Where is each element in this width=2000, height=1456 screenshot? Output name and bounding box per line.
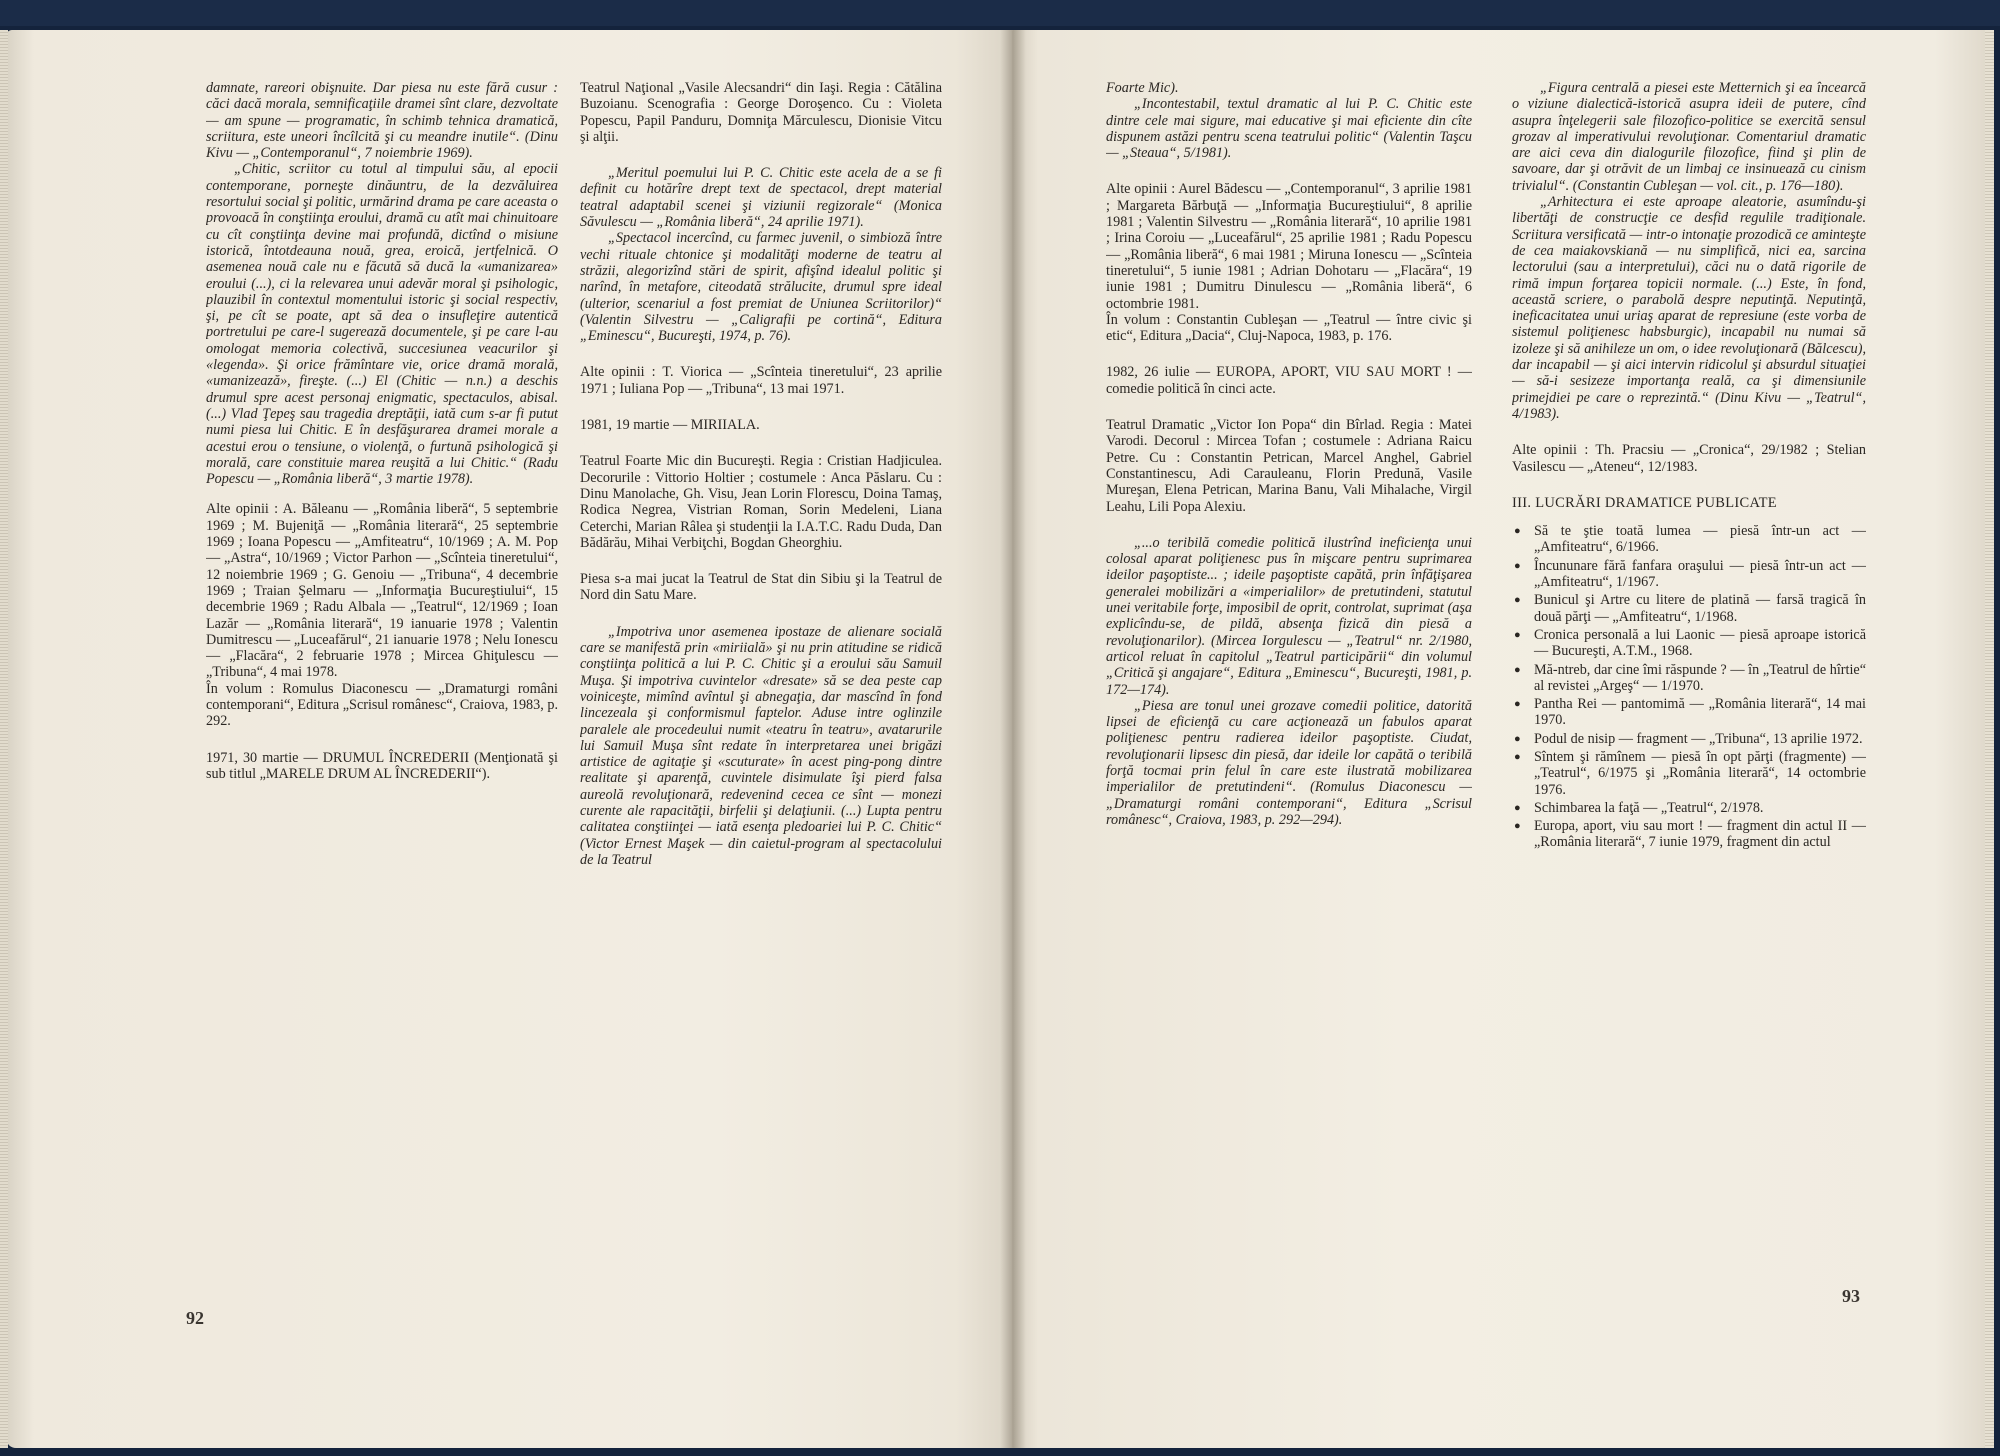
paragraph: Alte opinii : T. Viorica — „Scînteia tineretului“, 23 aprilie 1971 ; Iuliana Pop — „Tribuna“, 13 mai 1971. [580, 364, 942, 397]
left-page-edges [0, 30, 8, 1448]
left-page-column-1 [206, 80, 558, 1410]
list-item: ● Cronica personală a lui Laonic — piesă aproape istorică — Bucureşti, A.T.M., 1968. [1512, 627, 1866, 660]
paragraph: În volum : Constantin Cubleşan — „Teatrul — între civic şi etic“, Editura „Dacia“, Cluj-Napoca, 1983, p. 176. [1106, 311, 1472, 345]
paragraph: Alte opinii : Aurel Bădescu — „Contemporanul“, 3 aprilie 1981 ; Margareta Bărbuţă — „Informaţia Bucureştiului“, 8 aprilie 1981 ; Valentin Silvestru — „România literară“, 10 aprilie 1981 ; Irina Coroiu — „Luceafărul“, 25 aprilie 1981 ; Radu Popescu — „România liberă“, 6 mai 1981 ; Miruna Ionescu — „Scînteia tineretului“, 5 iunie 1981 ; Adrian Dohotaru — „Flacăra“, 19 iunie 1981 ; Dumitru Dinulescu — „România liberă“, 6 octombrie 1981. [1106, 181, 1472, 312]
paragraph: Piesa s-a mai jucat la Teatrul de Stat din Sibiu şi la Teatrul de Nord din Satu Mare. [580, 571, 942, 604]
list-item: ● Sîntem şi rămînem — piesă în opt părţi (fragmente) — „Teatrul“, 6/1975 şi „România literară“, 14 octombrie 1976. [1512, 749, 1866, 798]
left-page [6, 30, 1016, 1448]
paragraph: „Meritul poemului lui P. C. Chitic este acela de a se fi definit cu hotărîre drept text de spectacol, drept material teatral adaptabil scenei şi viziunii regizorale“ (Monica Săvulescu — „România liberă“, 24 aprilie 1971). [580, 165, 942, 231]
paragraph: „Impotriva unor asemenea ipostaze de alienare socială care se manifestă prin «miriială» şi nu prin atitudine se ridică conştiinţa politică a lui P. C. Chitic şi a eroului său Samuil Muşa. Şi impotriva cuvintelor «dresate» să se dea peste cap voiniceşte, mimînd avîntul şi abnegaţia, dar mascînd în fond lincezeala şi conformismul faptelor. Aduse intre oglinzile paralele ale procedeului numit «teatru în teatru», avatarurile lui Samuil Muşa sînt redate în interpretarea unei brigăzi artistice de agitaţie şi «scuturate» în acest ping-pong dintre realitate şi aparenţă, cuvintele disimulate îşi pierd falsa aureolă revoluţionară, redevenind cecea ce sînt — monezi curente ale rapacităţii, birfelii şi delaţiunii. (...) Lupta pentru calitatea conştiinţei — iată esenţa pledoariei lui P. C. Chitic“ (Victor Ernest Maşek — din caietul-program al spectacolului de la Teatrul [580, 623, 942, 868]
paragraph: Teatrul Foarte Mic din Bucureşti. Regia : Cristian Hadjiculea. Decorurile : Vittorio Holtier ; costumele : Anca Păslaru. Cu : Dinu Manolache, Gh. Visu, Jean Lorin Florescu, Doina Tamaş, Rodica Negrea, Vistrian Roman, Sorin Medeleni, Liana Ceterchi, Marian Râlea şi studenţii la I.A.T.C. Radu Duda, Dan Bădărău, Mihai Verbiţchi, Bogdan Gheorghiu. [580, 453, 942, 551]
list-item: ● Să te ştie toată lumea — piesă într-un act — „Amfiteatru“, 6/1966. [1512, 523, 1866, 556]
right-page-column-1 [1106, 80, 1472, 1410]
paragraph: Alte opinii : A. Băleanu — „România liberă“, 5 septembrie 1969 ; M. Bujeniţă — „România literară“, 25 septembrie 1969 ; Ioana Popescu — „Amfiteatru“, 10/1969 ; A. M. Pop — „Astra“, 10/1969 ; Victor Parhon — „Scînteia tineretului“, 12 noiembrie 1969 ; G. Genoiu — „Tribuna“, 4 decembrie 1969 ; Traian Şelmaru — „Informaţia Bucureştiului“, 15 decembrie 1969 ; Radu Albala — „Teatrul“, 12/1969 ; Ioan Lazăr — „România literară“, 19 ianuarie 1978 ; Valentin Dumitrescu — „Luceafărul“, 21 ianuarie 1978 ; Nelu Ionescu — „Flacăra“, 2 februarie 1978 ; Mircea Ghiţulescu — „Tribuna“, 4 mai 1978. [206, 501, 558, 681]
book-cover-edge [0, 0, 2000, 26]
page-number-left: 92 [186, 1308, 204, 1328]
paragraph: Teatrul Dramatic „Victor Ion Popa“ din Bîrlad. Regia : Matei Varodi. Decorul : Mircea Tofan ; costumele : Adriana Raicu Petre. Cu : Constantin Petrican, Marcel Anghel, Gabriel Constantinescu, Adi Carauleanu, Florin Predună, Vasile Mureşan, Elena Petrican, Marina Banu, Vali Mihalache, Virgil Leahu, Lili Popa Alexiu. [1106, 417, 1472, 515]
list-item: ● Podul de nisip — fragment — „Tribuna“, 13 aprilie 1972. [1512, 731, 1866, 747]
left-page-column-2 [580, 80, 942, 1410]
list-item: ● Europa, aport, viu sau mort ! — fragment din actul II — „România literară“, 7 iunie 1979, fragment din actul [1512, 818, 1866, 851]
right-column-2-text [1512, 80, 1866, 475]
paragraph: 1971, 30 martie — DRUMUL ÎNCREDERII (Menţionată şi sub titlul „MARELE DRUM AL ÎNCREDERII“). [206, 749, 558, 782]
paragraph: 1982, 26 iulie — EUROPA, APORT, VIU SAU MORT ! — comedie politică în cinci acte. [1106, 364, 1472, 397]
published-works-list [1512, 523, 1866, 851]
paragraph: „Incontestabil, textul dramatic al lui P. C. Chitic este dintre cele mai sigure, mai educative şi mai eficiente din cîte dispunem astăzi pentru scena teatrului politic“ (Valentin Taşcu — „Steaua“, 5/1981). [1106, 96, 1472, 162]
paragraph: damnate, rareori obişnuite. Dar piesa nu este fără cusur : căci dacă morala, semnificaţiile dramei sînt clare, dezvoltate — am spune — programatic, în schimb tehnica dramatică, scriitura, este uneori încîlcită şi cu meandre inutile“. (Dinu Kivu — „Contemporanul“, 7 noiembrie 1969). [206, 80, 558, 162]
right-page-column-2 [1512, 80, 1866, 1410]
list-item: ● Bunicul şi Artre cu litere de platină — farsă tragică în două părţi — „Amfiteatru“, 1/1968. [1512, 592, 1866, 625]
paragraph: 1981, 19 martie — MIRIIALA. [580, 417, 760, 434]
list-item: ● Mă-ntreb, dar cine îmi răspunde ? — în „Teatrul de hîrtie“ al revistei „Argeş“ — 1/1970. [1512, 662, 1866, 695]
paragraph: Foarte Mic). [1106, 80, 1179, 96]
paragraph: „Arhitectura ei este aproape aleatorie, asumîndu-şi libertăţi de construcţie ce desfid regulile tradiţionale. Scriitura versificată — intr-o intonaţie prozodică ce aminteşte de cea maiakovskiană — nu simplifică, nici ea, sarcina lectorului (sau a interpretului), căci nu o dată rigorile de rimă impun forţarea topicii normale. (...) Este, în fond, această scriere, o parabolă despre neputinţă. Neputinţă, ineficacitatea unui uriaş aparat de represiune (este vorba de sistemul poliţienesc habsburgic), incapabil nu numai să izoleze şi să anihileze un om, o idee revoluţionară (Bălcescu), dar incapabil — şi aici intervin ridicolul şi absurdul situaţiei — să-i sesizeze importanţa reală, ca şi dimensiunile primejdiei pe care o reprezintă.“ (Dinu Kivu — „Teatrul“, 4/1983). [1512, 194, 1866, 422]
paragraph: Teatrul Naţional „Vasile Alecsandri“ din Iaşi. Regia : Cătălina Buzoianu. Scenografia : George Doroşenco. Cu : Violeta Popescu, Papil Panduru, Domniţa Mărculescu, Dionisie Vitcu şi alţii. [580, 80, 942, 145]
book-gutter [1000, 30, 1026, 1448]
list-item: ● Încununare fără fanfara oraşului — piesă într-un act — „Amfiteatru“, 1/1967. [1512, 558, 1866, 591]
paragraph: „...o teribilă comedie politică ilustrînd ineficienţa unui colosal aparat poliţienesc pus în mişcare pentru suprimarea ideilor paşoptiste... ; ideile paşoptiste capătă, prin înfăţişarea generalei mobilizări a «imperialilor» de pretutindeni, statutul unei veritabile forţe, imposibil de oprit, controlat, suprimat (aşa explicîndu-se, de pildă, absenţa fizică din piesă a revoluţionarilor). (Mircea Iorgulescu — „Teatrul“ nr. 2/1980, articol reluat în capitolul „Teatrul participării“ din volumul „Critică şi angajare“, Editura „Eminescu“, Bucureşti, 1981, p. 172—174). [1106, 534, 1472, 698]
paragraph: „Chitic, scriitor cu totul al timpului său, al epocii contemporane, porneşte dinăuntru, de la dezvăluirea resortului social şi politic, urmărind drama pe care aceasta o provoacă în conştiinţa eroului, dramă cu atît mai chinuitoare cu cît conştiinţa devine mai profundă, dictînd o misiune istorică, întotdeauna nouă, grea, eroică, jertfelnică. O asemenea nouă cale nu e făcută să ducă la «umanizarea» eroului (...), ci la relevarea unui adevăr moral şi psihologic, plauzibil în contextul momentului istoric şi social respectiv, şi, pe cît se poate, apt să dea o insufleţire autentică portretului pe care-l sugerează documentele, şi pe care l-au omologat memoria colectivă, succesiunea veacurilor şi «legenda». Şi orice frămîntare vie, orice dramă morală, «umanizează», fireşte. (...) El (Chitic — n.n.) a deschis drumul spre acest personaj enigmatic, spectaculos, abisal. (...) Vlad Ţepeş sau tragedia dreptăţii, iată cum s-ar fi putut numi piesa lui Chitic. E în desfăşurarea dramei morale a acestui erou o tensiune, o violenţă, o furtună psihologică şi morală, care constituie marea reuşită a lui Chitic.“ (Radu Popescu — „România liberă“, 3 martie 1978). [206, 161, 558, 488]
list-item: ● Pantha Rei — pantomimă — „România literară“, 14 mai 1970. [1512, 696, 1866, 729]
paragraph: „Piesa are tonul unei grozave comedii politice, datorită lipsei de eficienţă cu care acţionează un fabulos aparat poliţienesc pentru radierea ideilor paşoptiste. Ciudat, revoluţionarii lipsesc din piesă, dar ideile lor capătă o teribilă forţă tocmai prin felul în care este ilustrată mobilizarea imperialilor de pretutindeni“. (Romulus Diaconescu — „Dramaturgi români contemporani“, Editura „Scrisul românesc“, Craiova, 1983, p. 292—294). [1106, 697, 1472, 828]
paragraph: „Spectacol incercînd, cu farmec juvenil, o simbioză între vechi rituale chtonice şi modalităţi moderne de teatru al străzii, alegorizînd stări de spirit, afişînd idealul politic şi narînd, în metafore, citeodată strălucite, drumul spre ideal (ulterior, scenariul a fost premiat de Uniunea Scriitorilor)“ (Valentin Silvestru — „Caligrafii pe cortină“, Editura „Eminescu“, Bucureşti, 1974, p. 76). [580, 230, 942, 345]
page-number-right: 93 [1842, 1286, 1860, 1306]
paragraph: Alte opinii : Th. Pracsiu — „Cronica“, 29/1982 ; Stelian Vasilescu — „Ateneu“, 12/1983. [1512, 442, 1866, 475]
paragraph: „Figura centrală a piesei este Metternich şi ea încearcă o viziune dialectică-istorică asupra ideii de putere, cînd asupra înţelegerii sale filozofico-politice se exercită sensul grozav al imperativului revoluţionar. Comentariul dramatic are aici ceva din dialogurile filozofice, fiind şi plin de savoare, dar şi otrăvit de un limbaj ce insinuează cu cinism trivialul“. (Constantin Cubleşan — vol. cit., p. 176—180). [1512, 80, 1866, 194]
right-page [1012, 30, 1994, 1448]
paragraph: În volum : Romulus Diaconescu — „Dramaturgi români contemporani“, Editura „Scrisul românesc“, Craiova, 1983, p. 292. [206, 680, 558, 730]
right-page-edges [1985, 30, 1994, 1448]
list-item: ● Schimbarea la faţă — „Teatrul“, 2/1978. [1512, 800, 1866, 816]
section-heading: III. LUCRĂRI DRAMATICE PUBLICATE [1512, 494, 1777, 511]
